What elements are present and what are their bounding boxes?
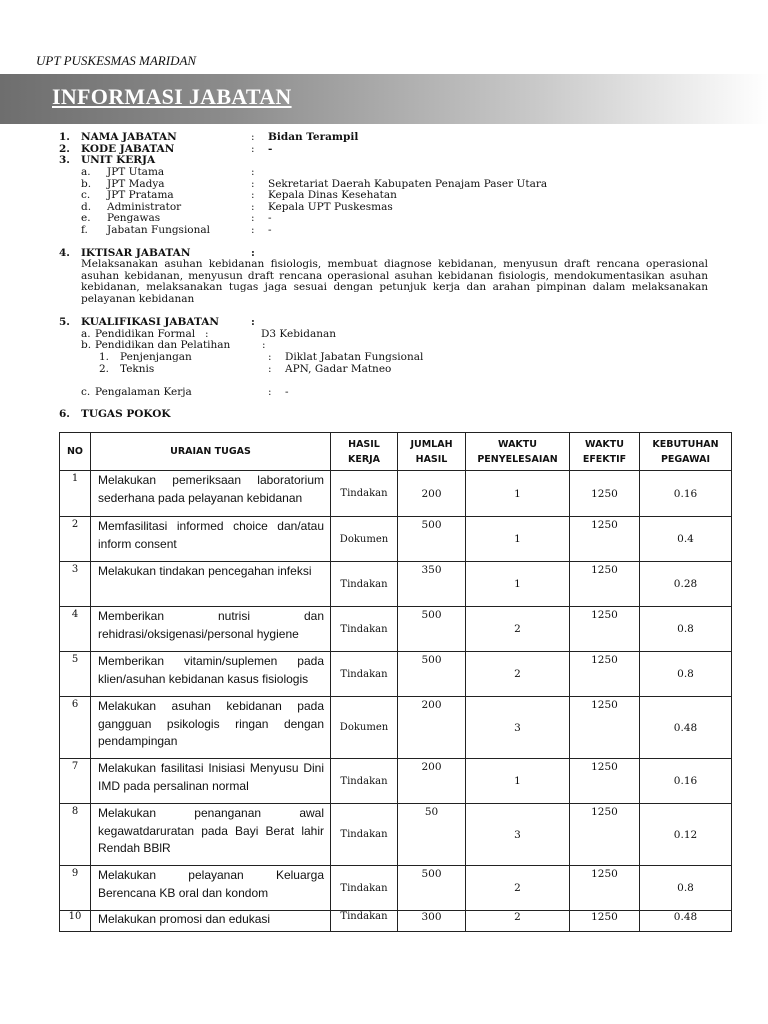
- table-row: [60, 759, 732, 804]
- row-jumlah: 350: [398, 562, 466, 607]
- tugas-pokok-table: [59, 432, 732, 932]
- row-kebutuhan: 0.48: [640, 697, 732, 759]
- row-jumlah: 200: [398, 697, 466, 759]
- row-penyelesaian: 3: [466, 697, 570, 759]
- header-hasil-kerja: HASIL KERJA: [331, 433, 398, 471]
- row-jumlah: 500: [398, 517, 466, 562]
- row-jumlah: 500: [398, 607, 466, 652]
- row-efektif: 1250: [570, 562, 640, 607]
- unit-item-value: -: [268, 212, 272, 224]
- row-hasil: Dokumen: [331, 697, 398, 759]
- row-no: 1: [60, 471, 91, 517]
- row-no: 5: [60, 652, 91, 697]
- row-uraian: Melakukan penanganan awal kegawatdaruratan pada Bayi Berat lahir Rendah BBlR: [91, 804, 331, 866]
- row-jumlah: 500: [398, 652, 466, 697]
- row-no: 6: [60, 697, 91, 759]
- table-row: [60, 471, 732, 517]
- title-banner: [0, 74, 768, 124]
- header-waktu-efektif: WAKTU EFEKTIF: [570, 433, 640, 471]
- header-waktu-penyelesaian: WAKTU PENYELESAIAN: [466, 433, 570, 471]
- unit-item-label: JPT Utama: [107, 166, 165, 178]
- pelatihan-label: Penjenjangan: [120, 351, 192, 363]
- row-efektif: 1250: [570, 804, 640, 866]
- row-jumlah: 200: [398, 759, 466, 804]
- table-row: [60, 697, 732, 759]
- row-penyelesaian: 1: [466, 759, 570, 804]
- row-kebutuhan: 0.8: [640, 652, 732, 697]
- document-title: INFORMASI JABATAN: [52, 84, 292, 109]
- row-no: 2: [60, 517, 91, 562]
- row-uraian: Melakukan fasilitasi Inisiasi Menyusu Dini IMD pada persalinan normal: [91, 759, 331, 804]
- header-no: NO: [60, 433, 91, 471]
- pelatihan-value: Diklat Jabatan Fungsional: [285, 351, 424, 363]
- section-heading: KUALIFIKASI JABATAN: [81, 316, 219, 328]
- row-jumlah: 200: [398, 471, 466, 517]
- row-jumlah: 300: [398, 911, 466, 932]
- row-hasil: Tindakan: [331, 759, 398, 804]
- row-hasil: Dokumen: [331, 517, 398, 562]
- header-uraian: URAIAN TUGAS: [91, 433, 331, 471]
- header-jumlah-hasil: JUMLAH HASIL: [398, 433, 466, 471]
- row-penyelesaian: 1: [466, 562, 570, 607]
- row-penyelesaian: 2: [466, 911, 570, 932]
- row-hasil: Tindakan: [331, 911, 398, 932]
- table-row: [60, 607, 732, 652]
- section-heading: TUGAS POKOK: [81, 408, 171, 420]
- row-hasil: Tindakan: [331, 471, 398, 517]
- row-penyelesaian: 1: [466, 471, 570, 517]
- unit-item-value: Kepala Dinas Kesehatan: [268, 189, 397, 201]
- row-kebutuhan: 0.12: [640, 804, 732, 866]
- row-efektif: 1250: [570, 607, 640, 652]
- row-no: 9: [60, 866, 91, 911]
- row-kebutuhan: 0.8: [640, 866, 732, 911]
- unit-item-label: Jabatan Fungsional: [107, 224, 211, 236]
- pelatihan-value: APN, Gadar Matneo: [285, 363, 392, 375]
- table-header-row: [60, 433, 732, 471]
- table-row: [60, 517, 732, 562]
- row-uraian: Memfasilitasi informed choice dan/atau inform consent: [91, 517, 331, 562]
- row-hasil: Tindakan: [331, 562, 398, 607]
- table-row: [60, 866, 732, 911]
- row-efektif: 1250: [570, 517, 640, 562]
- row-hasil: Tindakan: [331, 652, 398, 697]
- pendidikan-formal-value: D3 Kebidanan: [261, 328, 337, 340]
- pendidikan-pelatihan-label: Pendidikan dan Pelatihan: [95, 339, 231, 351]
- row-uraian: Melakukan pelayanan Keluarga Berencana KB oral dan kondom: [91, 866, 331, 911]
- unit-item-value: Sekretariat Daerah Kabupaten Penajam Paser Utara: [268, 178, 548, 190]
- row-no: 7: [60, 759, 91, 804]
- row-uraian: Melakukan pemeriksaan laboratorium sederhana pada pelayanan kebidanan: [91, 471, 331, 517]
- organization-name: UPT PUSKESMAS MARIDAN: [36, 53, 197, 68]
- row-efektif: 1250: [570, 652, 640, 697]
- row-jumlah: 50: [398, 804, 466, 866]
- row-no: 3: [60, 562, 91, 607]
- row-penyelesaian: 2: [466, 607, 570, 652]
- row-no: 8: [60, 804, 91, 866]
- row-uraian: Melakukan tindakan pencegahan infeksi: [91, 562, 331, 607]
- row-kebutuhan: 0.28: [640, 562, 732, 607]
- row-no: 4: [60, 607, 91, 652]
- row-penyelesaian: 2: [466, 866, 570, 911]
- row-efektif: 1250: [570, 697, 640, 759]
- unit-item-label: Pengawas: [107, 212, 161, 224]
- section-heading: IKTISAR JABATAN: [81, 247, 191, 259]
- row-jumlah: 500: [398, 866, 466, 911]
- header-kebutuhan-pegawai: KEBUTUHAN PEGAWAI: [640, 433, 732, 471]
- row-kebutuhan: 0.16: [640, 471, 732, 517]
- pengalaman-value: -: [285, 386, 289, 398]
- table-row: [60, 804, 732, 866]
- table-row: [60, 652, 732, 697]
- row-efektif: 1250: [570, 911, 640, 932]
- unit-item-value: Kepala UPT Puskesmas: [268, 201, 393, 213]
- row-kebutuhan: 0.8: [640, 607, 732, 652]
- row-efektif: 1250: [570, 471, 640, 517]
- field-label: KODE JABATAN: [81, 143, 175, 155]
- row-no: 10: [60, 911, 91, 932]
- field-value: -: [268, 143, 273, 155]
- row-kebutuhan: 0.16: [640, 759, 732, 804]
- pelatihan-label: Teknis: [120, 363, 155, 375]
- row-penyelesaian: 1: [466, 517, 570, 562]
- row-hasil: Tindakan: [331, 804, 398, 866]
- row-uraian: Memberikan vitamin/suplemen pada klien/asuhan kebidanan kasus fisiologis: [91, 652, 331, 697]
- table-row: [60, 911, 732, 932]
- row-penyelesaian: 3: [466, 804, 570, 866]
- row-hasil: Tindakan: [331, 607, 398, 652]
- row-efektif: 1250: [570, 759, 640, 804]
- row-kebutuhan: 0.48: [640, 911, 732, 932]
- field-value: Bidan Terampil: [268, 131, 359, 143]
- field-label: NAMA JABATAN: [81, 131, 177, 143]
- unit-item-label: JPT Pratama: [107, 189, 174, 201]
- unit-item-label: Administrator: [107, 201, 182, 213]
- row-uraian: Memberikan nutrisi dan rehidrasi/oksigenasi/personal hygiene: [91, 607, 331, 652]
- field-label: UNIT KERJA: [81, 154, 156, 166]
- pendidikan-formal-label: Pendidikan Formal: [95, 328, 196, 340]
- row-uraian: Melakukan promosi dan edukasi: [91, 911, 331, 932]
- unit-item-label: JPT Madya: [107, 178, 165, 190]
- row-efektif: 1250: [570, 866, 640, 911]
- row-penyelesaian: 2: [466, 652, 570, 697]
- row-kebutuhan: 0.4: [640, 517, 732, 562]
- unit-item-value: -: [268, 224, 272, 236]
- row-hasil: Tindakan: [331, 866, 398, 911]
- iktisar-text: Melaksanakan asuhan kebidanan fisiologis, membuat diagnose kebidanan, menyusun draft rencana operasional asuhan kebidanan, menyusun draft rencana operasional asuhan kebidanan fisiologis, mendokumentasikan asuhan kebidanan, melaksanakan tugas jaga sesuai dengan petunjuk kerja dan arahan pimpinan dalam melaksanakan pelayanan kebidanan: [81, 258, 708, 305]
- table-row: [60, 562, 732, 607]
- row-uraian: Melakukan asuhan kebidanan pada gangguan psikologis ringan dengan pendampingan: [91, 697, 331, 759]
- pengalaman-label: Pengalaman Kerja: [95, 386, 192, 398]
